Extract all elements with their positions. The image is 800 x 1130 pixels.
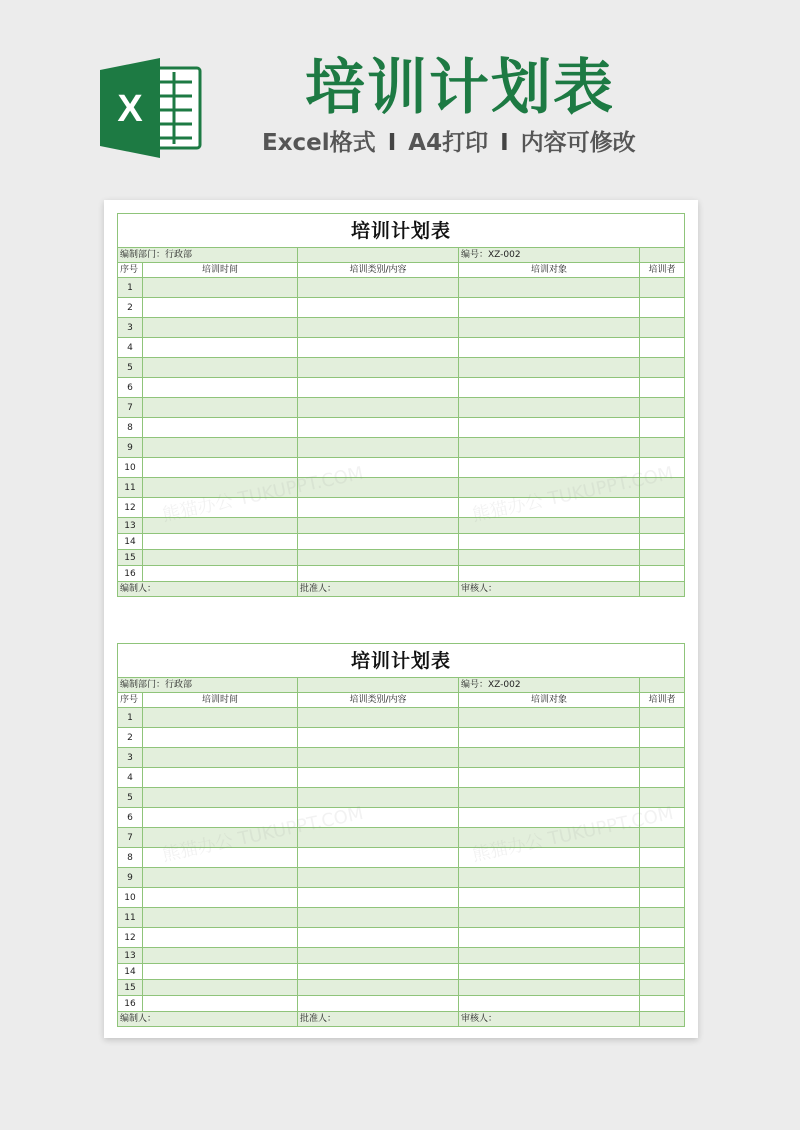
- row-number: 14: [118, 964, 143, 980]
- trainer-cell[interactable]: [640, 318, 685, 338]
- table-row: [118, 518, 685, 534]
- preparer-field[interactable]: 编制人：: [118, 1012, 298, 1027]
- audience-cell[interactable]: [459, 868, 640, 888]
- time-cell[interactable]: [143, 418, 298, 438]
- content-cell[interactable]: [298, 996, 459, 1012]
- preparer-field[interactable]: 编制人：: [118, 582, 298, 597]
- table-row: [118, 828, 685, 848]
- trainer-cell[interactable]: [640, 398, 685, 418]
- meta-blank-cell[interactable]: [298, 248, 459, 263]
- trainer-cell[interactable]: [640, 338, 685, 358]
- content-cell[interactable]: [298, 378, 459, 398]
- content-cell[interactable]: [298, 868, 459, 888]
- content-cell[interactable]: [298, 550, 459, 566]
- audience-cell[interactable]: [459, 518, 640, 534]
- approver-field[interactable]: 批准人：: [298, 1012, 459, 1027]
- training-plan-form: [117, 213, 685, 597]
- col-header-time: 培训时间: [143, 263, 298, 278]
- trainer-cell[interactable]: [640, 498, 685, 518]
- table-row: [118, 708, 685, 728]
- table-row: [118, 964, 685, 980]
- trainer-cell[interactable]: [640, 808, 685, 828]
- content-cell[interactable]: [298, 358, 459, 378]
- time-cell[interactable]: [143, 928, 298, 948]
- time-cell[interactable]: [143, 478, 298, 498]
- audience-cell[interactable]: [459, 948, 640, 964]
- table-row: [118, 358, 685, 378]
- content-cell[interactable]: [298, 458, 459, 478]
- row-number: 5: [118, 788, 143, 808]
- row-number: 9: [118, 438, 143, 458]
- audience-cell[interactable]: [459, 566, 640, 582]
- footer-blank-cell[interactable]: [640, 1012, 685, 1027]
- table-row: [118, 318, 685, 338]
- trainer-cell[interactable]: [640, 478, 685, 498]
- table-row: [118, 478, 685, 498]
- col-header-index: 序号: [118, 693, 143, 708]
- trainer-cell[interactable]: [640, 828, 685, 848]
- table-row: [118, 808, 685, 828]
- trainer-cell[interactable]: [640, 980, 685, 996]
- meta-blank-cell[interactable]: [298, 678, 459, 693]
- row-number: 15: [118, 550, 143, 566]
- content-cell[interactable]: [298, 768, 459, 788]
- content-cell[interactable]: [298, 788, 459, 808]
- meta-blank-cell[interactable]: [640, 678, 685, 693]
- audience-cell[interactable]: [459, 550, 640, 566]
- col-header-audience: 培训对象: [459, 263, 640, 278]
- subtitle-part-print: A4打印: [408, 130, 489, 156]
- time-cell[interactable]: [143, 498, 298, 518]
- table-row: [118, 980, 685, 996]
- table-row: [118, 278, 685, 298]
- reviewer-field[interactable]: 审核人：: [459, 1012, 640, 1027]
- table-row: [118, 928, 685, 948]
- trainer-cell[interactable]: [640, 358, 685, 378]
- row-number: 6: [118, 808, 143, 828]
- content-cell[interactable]: [298, 498, 459, 518]
- trainer-cell[interactable]: [640, 378, 685, 398]
- audience-cell[interactable]: [459, 358, 640, 378]
- row-number: 1: [118, 708, 143, 728]
- time-cell[interactable]: [143, 828, 298, 848]
- time-cell[interactable]: [143, 398, 298, 418]
- row-number: 14: [118, 534, 143, 550]
- audience-cell[interactable]: [459, 534, 640, 550]
- row-number: 15: [118, 980, 143, 996]
- table-row: [118, 550, 685, 566]
- col-header-index: 序号: [118, 263, 143, 278]
- audience-cell[interactable]: [459, 278, 640, 298]
- row-number: 5: [118, 358, 143, 378]
- table-row: [118, 534, 685, 550]
- table-row: [118, 458, 685, 478]
- trainer-cell[interactable]: [640, 888, 685, 908]
- audience-cell[interactable]: [459, 788, 640, 808]
- number-field[interactable]: 编号：XZ-002: [459, 678, 640, 693]
- row-number: 2: [118, 728, 143, 748]
- row-number: 11: [118, 908, 143, 928]
- time-cell[interactable]: [143, 948, 298, 964]
- row-number: 2: [118, 298, 143, 318]
- time-cell[interactable]: [143, 534, 298, 550]
- col-header-time: 培训时间: [143, 693, 298, 708]
- audience-cell[interactable]: [459, 498, 640, 518]
- time-cell[interactable]: [143, 808, 298, 828]
- table-row: [118, 566, 685, 582]
- table-row: [118, 868, 685, 888]
- trainer-cell[interactable]: [640, 438, 685, 458]
- time-cell[interactable]: [143, 748, 298, 768]
- table-row: [118, 908, 685, 928]
- content-cell[interactable]: [298, 438, 459, 458]
- trainer-cell[interactable]: [640, 298, 685, 318]
- table-row: [118, 498, 685, 518]
- row-number: 3: [118, 748, 143, 768]
- svg-text:X: X: [117, 88, 143, 130]
- number-field[interactable]: 编号：XZ-002: [459, 248, 640, 263]
- table-row: [118, 378, 685, 398]
- row-number: 7: [118, 398, 143, 418]
- table-row: [118, 338, 685, 358]
- content-cell[interactable]: [298, 928, 459, 948]
- audience-cell[interactable]: [459, 748, 640, 768]
- row-number: 10: [118, 888, 143, 908]
- subtitle-separator: I: [387, 130, 397, 156]
- trainer-cell[interactable]: [640, 748, 685, 768]
- department-field[interactable]: 编制部门：行政部: [118, 248, 298, 263]
- content-cell[interactable]: [298, 964, 459, 980]
- trainer-cell[interactable]: [640, 418, 685, 438]
- row-number: 10: [118, 458, 143, 478]
- content-cell[interactable]: [298, 478, 459, 498]
- row-number: 13: [118, 518, 143, 534]
- content-cell[interactable]: [298, 518, 459, 534]
- trainer-cell[interactable]: [640, 768, 685, 788]
- content-cell[interactable]: [298, 298, 459, 318]
- audience-cell[interactable]: [459, 478, 640, 498]
- table-row: [118, 748, 685, 768]
- content-cell[interactable]: [298, 398, 459, 418]
- footer-blank-cell[interactable]: [640, 582, 685, 597]
- content-cell[interactable]: [298, 948, 459, 964]
- row-number: 6: [118, 378, 143, 398]
- table-row: [118, 768, 685, 788]
- audience-cell[interactable]: [459, 338, 640, 358]
- table-row: [118, 788, 685, 808]
- table-row: [118, 888, 685, 908]
- time-cell[interactable]: [143, 566, 298, 582]
- meta-blank-cell[interactable]: [640, 248, 685, 263]
- table-row: [118, 418, 685, 438]
- audience-cell[interactable]: [459, 996, 640, 1012]
- time-cell[interactable]: [143, 378, 298, 398]
- page-header: [0, 0, 800, 180]
- content-cell[interactable]: [298, 980, 459, 996]
- row-number: 1: [118, 278, 143, 298]
- audience-cell[interactable]: [459, 828, 640, 848]
- audience-cell[interactable]: [459, 438, 640, 458]
- excel-logo-icon: [100, 58, 204, 158]
- department-field[interactable]: 编制部门：行政部: [118, 678, 298, 693]
- row-number: 7: [118, 828, 143, 848]
- training-plan-form: [117, 643, 685, 1027]
- trainer-cell[interactable]: [640, 458, 685, 478]
- row-number: 4: [118, 768, 143, 788]
- audience-cell[interactable]: [459, 848, 640, 868]
- audience-cell[interactable]: [459, 318, 640, 338]
- audience-cell[interactable]: [459, 398, 640, 418]
- table-row: [118, 728, 685, 748]
- subtitle-separator: I: [500, 130, 509, 156]
- content-cell[interactable]: [298, 728, 459, 748]
- audience-cell[interactable]: [459, 458, 640, 478]
- content-cell[interactable]: [298, 278, 459, 298]
- trainer-cell[interactable]: [640, 908, 685, 928]
- row-number: 4: [118, 338, 143, 358]
- row-number: 16: [118, 996, 143, 1012]
- table-row: [118, 398, 685, 418]
- trainer-cell[interactable]: [640, 868, 685, 888]
- form-title: 培训计划表: [118, 214, 685, 248]
- time-cell[interactable]: [143, 980, 298, 996]
- reviewer-field[interactable]: 审核人：: [459, 582, 640, 597]
- time-cell[interactable]: [143, 438, 298, 458]
- audience-cell[interactable]: [459, 728, 640, 748]
- table-row: [118, 848, 685, 868]
- table-row: [118, 298, 685, 318]
- row-number: 16: [118, 566, 143, 582]
- time-cell[interactable]: [143, 888, 298, 908]
- time-cell[interactable]: [143, 908, 298, 928]
- time-cell[interactable]: [143, 868, 298, 888]
- col-header-audience: 培训对象: [459, 693, 640, 708]
- content-cell[interactable]: [298, 418, 459, 438]
- time-cell[interactable]: [143, 358, 298, 378]
- row-number: 9: [118, 868, 143, 888]
- content-cell[interactable]: [298, 338, 459, 358]
- content-cell[interactable]: [298, 534, 459, 550]
- content-cell[interactable]: [298, 318, 459, 338]
- table-row: [118, 438, 685, 458]
- row-number: 3: [118, 318, 143, 338]
- content-cell[interactable]: [298, 748, 459, 768]
- trainer-cell[interactable]: [640, 518, 685, 534]
- audience-cell[interactable]: [459, 888, 640, 908]
- audience-cell[interactable]: [459, 378, 640, 398]
- page-title: 培训计划表: [305, 53, 615, 123]
- content-cell[interactable]: [298, 848, 459, 868]
- subtitle-part-editable: 内容可修改: [520, 130, 636, 156]
- col-header-content: 培训类别/内容: [298, 263, 459, 278]
- col-header-content: 培训类别/内容: [298, 693, 459, 708]
- time-cell[interactable]: [143, 728, 298, 748]
- audience-cell[interactable]: [459, 964, 640, 980]
- time-cell[interactable]: [143, 768, 298, 788]
- time-cell[interactable]: [143, 518, 298, 534]
- col-header-trainer: 培训者: [640, 263, 685, 278]
- content-cell[interactable]: [298, 808, 459, 828]
- time-cell[interactable]: [143, 996, 298, 1012]
- audience-cell[interactable]: [459, 908, 640, 928]
- time-cell[interactable]: [143, 338, 298, 358]
- audience-cell[interactable]: [459, 768, 640, 788]
- trainer-cell[interactable]: [640, 948, 685, 964]
- trainer-cell[interactable]: [640, 566, 685, 582]
- trainer-cell[interactable]: [640, 550, 685, 566]
- time-cell[interactable]: [143, 278, 298, 298]
- audience-cell[interactable]: [459, 980, 640, 996]
- row-number: 12: [118, 928, 143, 948]
- row-number: 11: [118, 478, 143, 498]
- time-cell[interactable]: [143, 550, 298, 566]
- content-cell[interactable]: [298, 828, 459, 848]
- table-row: [118, 948, 685, 964]
- time-cell[interactable]: [143, 708, 298, 728]
- audience-cell[interactable]: [459, 708, 640, 728]
- table-row: [118, 996, 685, 1012]
- row-number: 8: [118, 848, 143, 868]
- time-cell[interactable]: [143, 964, 298, 980]
- time-cell[interactable]: [143, 458, 298, 478]
- trainer-cell[interactable]: [640, 996, 685, 1012]
- trainer-cell[interactable]: [640, 728, 685, 748]
- approver-field[interactable]: 批准人：: [298, 582, 459, 597]
- content-cell[interactable]: [298, 566, 459, 582]
- time-cell[interactable]: [143, 788, 298, 808]
- row-number: 13: [118, 948, 143, 964]
- audience-cell[interactable]: [459, 808, 640, 828]
- time-cell[interactable]: [143, 298, 298, 318]
- content-cell[interactable]: [298, 708, 459, 728]
- trainer-cell[interactable]: [640, 848, 685, 868]
- trainer-cell[interactable]: [640, 708, 685, 728]
- content-cell[interactable]: [298, 888, 459, 908]
- trainer-cell[interactable]: [640, 278, 685, 298]
- trainer-cell[interactable]: [640, 534, 685, 550]
- form-title: 培训计划表: [118, 644, 685, 678]
- subtitle-part-format: Excel格式: [262, 130, 376, 156]
- time-cell[interactable]: [143, 848, 298, 868]
- row-number: 8: [118, 418, 143, 438]
- time-cell[interactable]: [143, 318, 298, 338]
- content-cell[interactable]: [298, 908, 459, 928]
- trainer-cell[interactable]: [640, 964, 685, 980]
- row-number: 12: [118, 498, 143, 518]
- audience-cell[interactable]: [459, 928, 640, 948]
- col-header-trainer: 培训者: [640, 693, 685, 708]
- audience-cell[interactable]: [459, 298, 640, 318]
- page-subtitle: [262, 126, 682, 160]
- trainer-cell[interactable]: [640, 788, 685, 808]
- trainer-cell[interactable]: [640, 928, 685, 948]
- audience-cell[interactable]: [459, 418, 640, 438]
